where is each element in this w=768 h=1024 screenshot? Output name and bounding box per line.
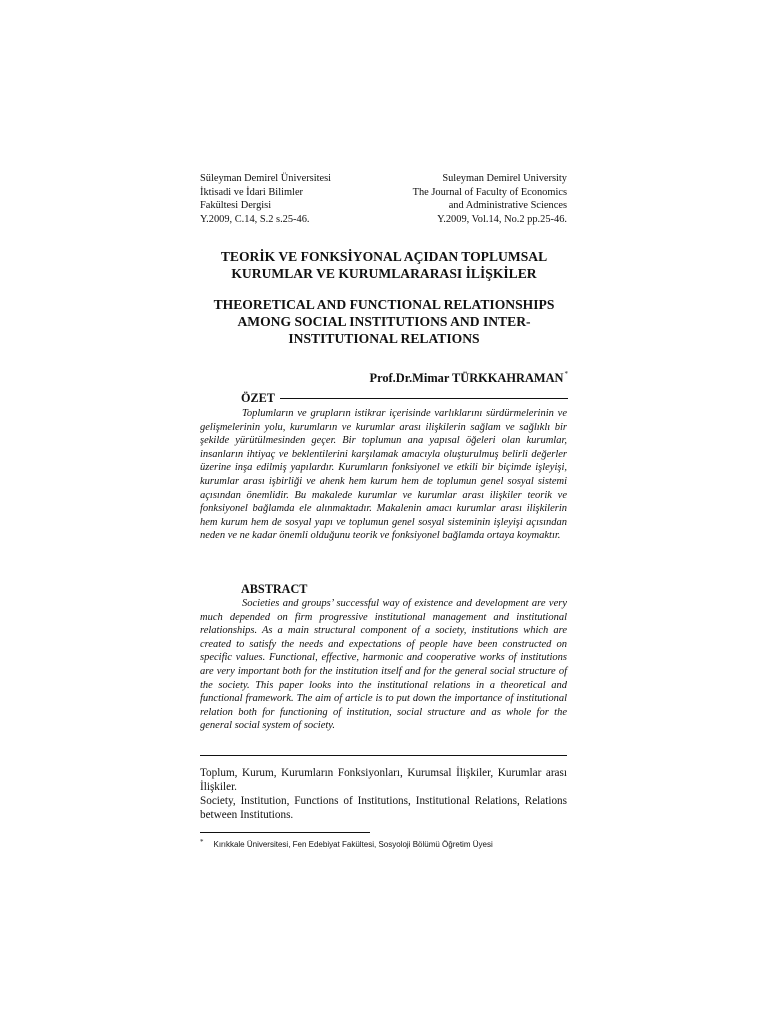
header-line: Y.2009, Vol.14, No.2 pp.25-46. [437, 213, 567, 225]
journal-header-turkish [200, 172, 331, 226]
author-line [370, 370, 568, 386]
footnote [200, 838, 493, 849]
abstract-divider [200, 755, 567, 756]
journal-header-english [413, 172, 567, 226]
author-name: Prof.Dr.Mimar TÜRKKAHRAMAN [369, 371, 564, 385]
title-line: KURUMLAR VE KURUMLARARASI İLİŞKİLER [231, 266, 537, 281]
ozet-heading-rule [280, 398, 568, 399]
title-english [190, 296, 578, 347]
ozet-heading [241, 391, 568, 406]
header-line: and Administrative Sciences [448, 200, 567, 211]
title-turkish [190, 248, 578, 282]
author-footnote-mark: * [564, 370, 568, 378]
footnote-text: Kırıkkale Üniversitesi, Fen Edebiyat Fakültesi, Sosyoloji Bölümü Öğretim Üyesi [213, 840, 493, 849]
keywords-turkish: Toplum, Kurum, Kurumların Fonksiyonları, Kurumsal İlişkiler, Kurumlar arası İlişkiler. [200, 767, 567, 794]
header-line: Y.2009, C.14, S.2 s.25-46. [200, 213, 310, 225]
ozet-paragraph: Toplumların ve grupların istikrar içerisinde varlıklarını sürdürmelerinin ve gelişmelerinin yolu, kurumların ve kurumlar arası ilişkilerin sağlam ve sağlıklı bir şekilde yürütülmesinden geçer. Bir toplumun ana yapısal öğeleri olan kurumlar, insanların ihtiyaç ve beklentilerini karşılamak amacıyla oluşturulmuş belirli değerler üzerine inşa edilmiş yapılardır. Kurumların fonksiyonel ve etkili bir biçimde işleyişi, kurumlar arası işbirliği ve ahenk hem kurum hem de toplumun genel sosyal sistemi açısından önemlidir. Bu makalede kurumlar ve kurumlar arası ilişkiler teorik ve fonksiyonel bağlamda ele alınmaktadır. Makalenin amacı kurumlar arası ilişkilerin hem kurum hem de sosyal yapı ve toplumun genel sosyal sisteminin işleyişi açısından neden ve ne kadar önemli olduğunu teorik ve fonksiyonel bağlamda ortaya koymaktır. [200, 408, 567, 542]
header-line: Suleyman Demirel University [442, 173, 567, 184]
keywords-english: Society, Institution, Functions of Institutions, Institutional Relations, Relations between Institutions. [200, 795, 567, 822]
title-line: AMONG SOCIAL INSTITUTIONS AND INTER- [237, 314, 531, 329]
title-line: TEORİK VE FONKSİYONAL AÇIDAN TOPLUMSAL [220, 249, 548, 264]
footnote-mark: * [200, 838, 204, 846]
title-line: INSTITUTIONAL RELATIONS [288, 331, 480, 346]
abstract-paragraph: Societies and groups’ successful way of existence and development are very much depended on firm progressive institutional management and institutional relationships. As a main structural component of a society, institutions which are created to satisfy the needs and expectations of people have been constructed on specific values. Functional, effective, harmonic and cooperative works of institutions are very important both for the institution itself and for the general social structure of the society. This paper looks into the institutional relations in a theoretical and functional framework. The aim of article is to put down the importance of institutional relation both for functioning of institution, social structure and as whole for the general social system of society. [200, 598, 567, 732]
footnote-rule [200, 832, 370, 833]
header-line: The Journal of Faculty of Economics [412, 186, 567, 198]
ozet-heading-label: ÖZET [241, 391, 275, 405]
header-line: Fakültesi Dergisi [200, 200, 272, 211]
header-line: İktisadi ve İdari Bilimler [200, 186, 304, 198]
header-line: Süleyman Demirel Üniversitesi [200, 173, 332, 184]
abstract-heading [241, 582, 307, 597]
title-line: THEORETICAL AND FUNCTIONAL RELATIONSHIPS [213, 297, 555, 312]
abstract-heading-label: ABSTRACT [241, 582, 308, 596]
